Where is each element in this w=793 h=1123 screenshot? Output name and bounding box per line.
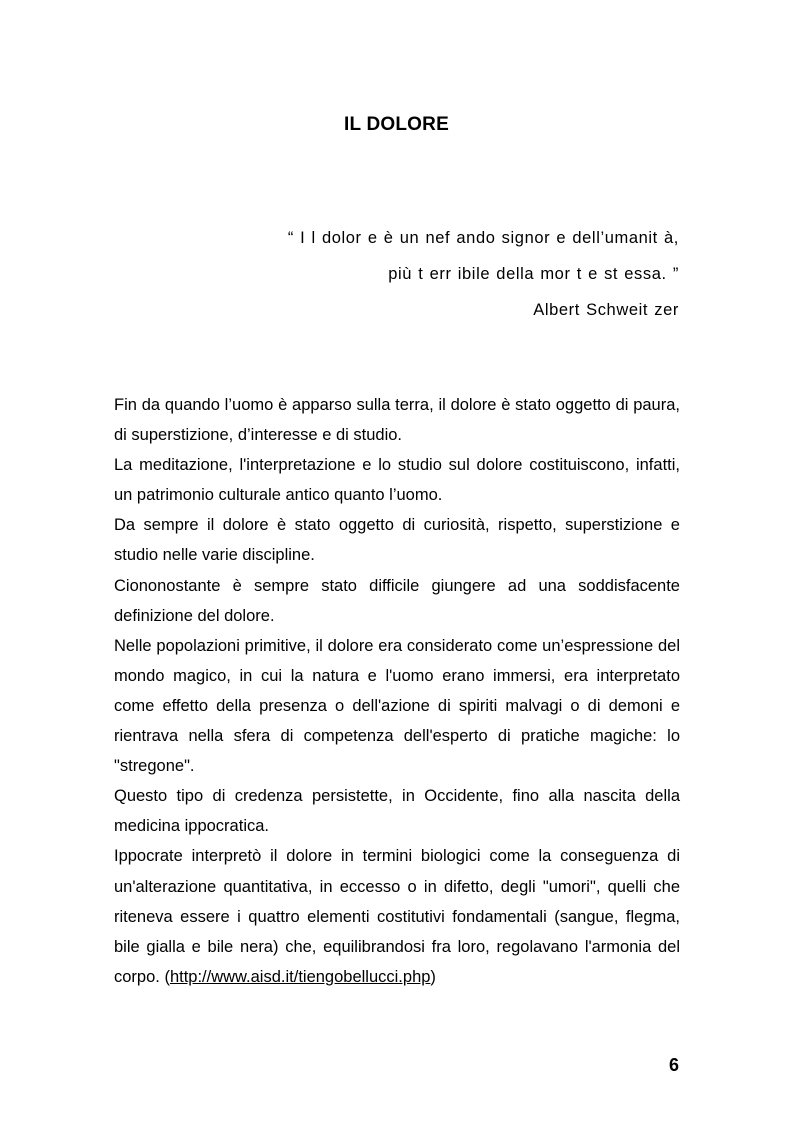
epigraph-line-2: più t err ibile della mor t e st essa. ” [388,265,679,283]
epigraph-quote [209,220,679,328]
epigraph-line-1: “ I l dolor e è un nef ando signor e dell’umanit à, [287,229,679,247]
page-number: 6 [668,1055,679,1075]
paragraph-4: Ciononostante è sempre stato difficile giungere ad una soddisfacente definizione del dolore. [114,576,680,625]
paragraph-7-text: Ippocrate interpretò il dolore in termini biologici come la conseguenza di un'alterazione quantitativa, in eccesso o in difetto, degli "umori", quelli che riteneva essere i quattro elementi costitutivi fondamentali (sangue, flegma, bile gialla e bile nera) che, equilibrandosi fra loro, regolavano l'armonia del corpo. ( [114,847,680,986]
paragraph-2: La meditazione, l'interpretazione e lo studio sul dolore costituiscono, infatti, un patrimonio culturale antico quanto l’uomo. [114,456,680,505]
paragraph-6: Questo tipo di credenza persistette, in Occidente, fino alla nascita della medicina ippocratica. [114,787,680,836]
epigraph-author: Albert Schweit zer [533,301,679,319]
paragraph-7 [114,841,680,991]
body-text [114,390,680,992]
source-link[interactable]: http://www.aisd.it/tiengobellucci.php [169,967,431,986]
paragraph-5: Nelle popolazioni primitive, il dolore era considerato come un’espressione del mondo magico, in cui la natura e l'uomo erano immersi, era interpretato come effetto della presenza o dell'azione di spiriti malvagi o di demoni e rientrava nella sfera di competenza dell'esperto di pratiche magiche: lo "stregone". [114,636,680,776]
paragraph-7-closing: ) [430,967,436,986]
page-title: IL DOLORE [344,114,449,135]
paragraph-1: Fin da quando l’uomo è apparso sulla terra, il dolore è stato oggetto di paura, di superstizione, d’interesse e di studio. [114,396,680,445]
paragraph-3: Da sempre il dolore è stato oggetto di curiosità, rispetto, superstizione e studio nelle varie discipline. [114,516,680,565]
